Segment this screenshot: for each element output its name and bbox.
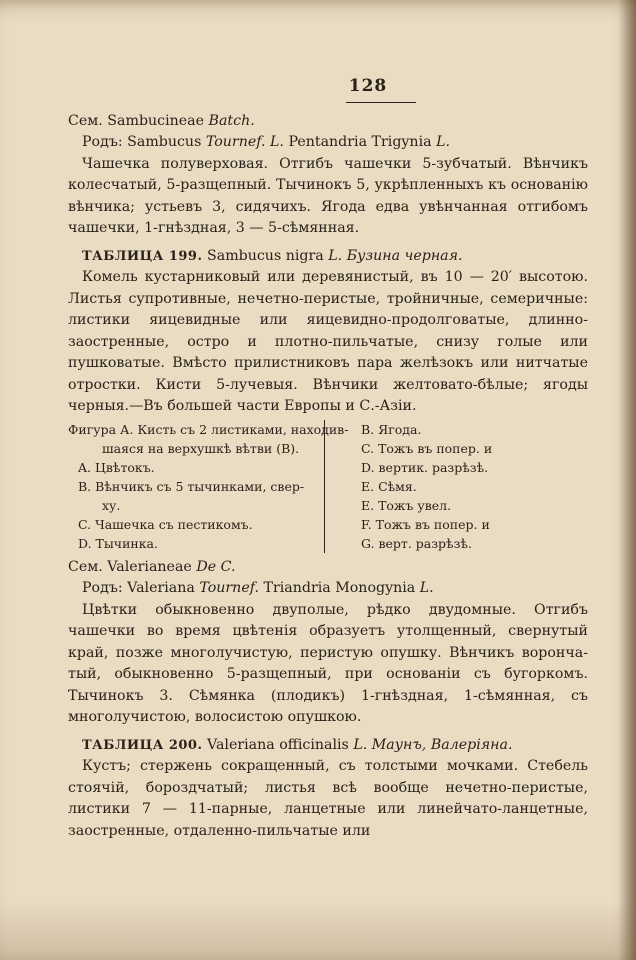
figure-item: Фигура А. Кисть съ 2 листиками, находив- <box>68 421 349 437</box>
genus-class-author: L. <box>436 134 451 150</box>
table-199-heading <box>68 246 588 268</box>
figure-item: D. Тычинка. <box>78 535 158 551</box>
family-author: De C. <box>196 558 236 575</box>
figure-legend-right <box>325 420 492 553</box>
figure-item: A. Цвѣтокъ. <box>78 459 155 475</box>
table-200-species: Valeriana officinalis <box>202 736 354 753</box>
genus-name: Родъ: Valeriana <box>82 580 200 596</box>
figure-item: C. Чашечка съ пестикомъ. <box>78 516 253 532</box>
table-200-heading <box>68 735 588 757</box>
family-author: Batch. <box>208 112 255 129</box>
genus-valeriana <box>68 578 588 600</box>
page-binding-shadow <box>618 0 636 960</box>
genus-description-sambucus: Чашечка полуверховая. Отгибъ чашечки 5-зубчатый. Вѣнчикъ колесчатый, 5-разщепный. Тычинокъ 5, укрѣпленныхъ къ основанію вѣнчика; устьевъ 3, сидячихъ. Ягода едва увѣнчанная отгибомъ чашечки, 1-гнѣздная, 3 — 5-сѣмянная. <box>68 155 588 236</box>
figure-item: E. Тожъ увел. <box>361 497 452 513</box>
table-200-common-name: L. Маунъ, Валеріяна. <box>353 736 513 753</box>
table-199-common-name: L. Бузина черная. <box>328 247 463 264</box>
table-200-label: ТАБЛИЦА 200. <box>82 737 203 753</box>
genus-class: Triandria Monogynia <box>258 580 420 596</box>
table-199-label: ТАБЛИЦА 199. <box>82 248 203 264</box>
figure-item: B. Вѣнчикъ съ 5 тычинками, свер- <box>78 478 305 494</box>
genus-class-author: L. <box>419 580 434 596</box>
family-name: Сем. Sambucineae <box>68 112 209 129</box>
page-bottom-edge <box>0 900 636 960</box>
family-sambucineae <box>68 111 588 133</box>
page-text-block <box>68 76 588 842</box>
table-199-species: Sambucus nigra <box>202 247 329 264</box>
table-200-description: Кустъ; стержень сокращенный, съ толстыми мочками. Стебель стоячій, бороздчатый; листья всѣ вообще нечетно-перистые, листики 7 — 11-парные, ланцетные или линейчато-ланцетные, заостренные, отдаленно-пильчатые или <box>68 758 588 839</box>
genus-author: Tournef. L. <box>205 134 284 150</box>
figure-item: C. Тожъ въ попер. и <box>361 440 493 456</box>
figure-legend-left <box>68 420 349 553</box>
family-valerianeae <box>68 557 588 579</box>
figure-legend-199 <box>68 420 588 553</box>
figure-item: D. вертик. разрѣзѣ. <box>361 459 489 475</box>
genus-name: Родъ: Sambucus <box>82 134 206 150</box>
genus-description-valeriana: Цвѣтки обыкновенно двуполые, рѣдко двудомные. Отгибъ чашечки во время цвѣтенія образуетъ утолщенный, свернутый край, позже многолучистую, перистую опушку. Вѣнчикъ ворончатый, обыкновенно 5-разщепный, при основаніи съ бугоркомъ. Тычинокъ 3. Сѣмянка (плодикъ) 1-гнѣздная, 1-сѣмянная, съ многолучистою, волосистою опушкою. <box>68 601 588 725</box>
figure-item: F. Тожъ въ попер. и <box>361 516 490 532</box>
genus-author: Tournef. <box>199 580 259 596</box>
table-199-description: Комель кустарниковый или деревянистый, въ 10 — 20′ высотою. Листья супротивные, нечетно-перистые, тройничные, семеричные: листики яицевидные или яицевидно-продолговатые, длинно-заостренные, остро и плотно-пильчатые, снизу голые или пушковатые. Вмѣсто прилистниковъ пара желѣзокъ или нитчатые отростки. Кисти 5-лучевыя. Вѣнчики желтовато-бѣлые; ягоды черныя.—Въ большей части Европы и С.-Азіи. <box>68 269 588 414</box>
figure-item: шаяся на верхушкѣ вѣтви (В). <box>102 440 300 456</box>
figure-item: ху. <box>102 497 121 513</box>
genus-sambucus <box>68 132 588 154</box>
figure-item: B. Ягода. <box>361 421 422 437</box>
genus-class: Pentandria Trigynia <box>283 134 437 150</box>
figure-item: E. Сѣмя. <box>361 478 417 494</box>
family-name: Сем. Valerianeae <box>68 558 197 575</box>
figure-item: G. верт. разрѣзѣ. <box>361 535 472 551</box>
page-number-rule <box>346 102 416 103</box>
page-number: 128 <box>348 76 388 96</box>
